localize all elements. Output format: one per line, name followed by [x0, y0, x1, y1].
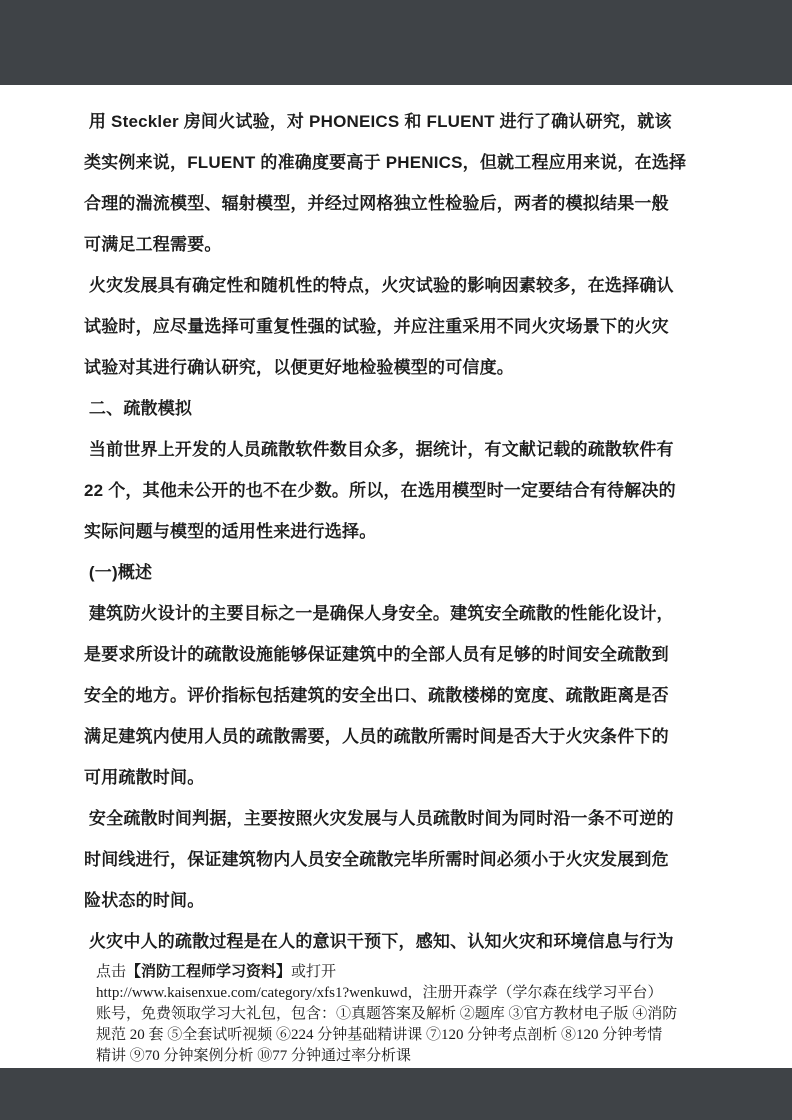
viewer-band-top [0, 0, 792, 85]
subsection-heading-overview: (一)概述 [84, 563, 153, 582]
body-line: 险状态的时间。 [84, 891, 205, 910]
body-line: 建筑防火设计的主要目标之一是确保人身安全。建筑安全疏散的性能化设计， [84, 604, 674, 623]
body-line: 是要求所设计的疏散设施能够保证建筑中的全部人员有足够的时间安全疏散到 [84, 645, 669, 664]
footer-line: 账号，免费领取学习大礼包，包含：①真题答案及解析 ②题库 ③官方教材电子版 ④消防 [96, 1006, 678, 1022]
viewer-band-bottom [0, 1068, 792, 1120]
body-line: 火灾中人的疏散过程是在人的意识干预下，感知、认知火灾和环境信息与行为 [84, 932, 674, 951]
body-line: 火灾发展具有确定性和随机性的特点，火灾试验的影响因素较多，在选择确认 [84, 276, 674, 295]
body-line: 可满足工程需要。 [84, 235, 222, 254]
body-line: 合理的湍流模型、辐射模型，并经过网格独立性检验后，两者的模拟结果一般 [84, 194, 669, 213]
body-line: 时间线进行，保证建筑物内人员安全疏散完毕所需时间必须小于火灾发展到危 [84, 850, 669, 869]
promo-resource-link[interactable]: 【消防工程师学习资料】 [126, 964, 292, 980]
body-line: 安全的地方。评价指标包括建筑的安全出口、疏散楼梯的宽度、疏散距离是否 [84, 686, 669, 705]
footer-click-suffix: 或打开 [291, 964, 337, 980]
body-line: 安全疏散时间判据，主要按照火灾发展与人员疏散时间为同时沿一条不可逆的 [84, 809, 674, 828]
body-line: 用 Steckler 房间火试验，对 PHONEICS 和 FLUENT 进行了确认研究，就该 [84, 112, 672, 131]
body-line: 可用疏散时间。 [84, 768, 205, 787]
body-line: 22 个，其他未公开的也不在少数。所以，在选用模型时一定要结合有待解决的 [84, 481, 676, 500]
body-line: 试验时，应尽量选择可重复性强的试验，并应注重采用不同火灾场景下的火灾 [84, 317, 669, 336]
footer-promo [96, 962, 716, 1067]
body-line: 试验对其进行确认研究，以便更好地检验模型的可信度。 [84, 358, 514, 377]
body-line: 实际问题与模型的适用性来进行选择。 [84, 522, 377, 541]
document-body [84, 101, 708, 962]
footer-click-prefix: 点击 [96, 964, 127, 980]
body-line: 当前世界上开发的人员疏散软件数目众多，据统计，有文献记载的疏散软件有 [84, 440, 674, 459]
body-line: 满足建筑内使用人员的疏散需要，人员的疏散所需时间是否大于火灾条件下的 [84, 727, 669, 746]
footer-line-click [96, 962, 716, 983]
footer-line: 精讲 ⑨70 分钟案例分析 ⑩77 分钟通过率分析课 [96, 1048, 412, 1064]
footer-line: 规范 20 套 ⑤全套试听视频 ⑥224 分钟基础精讲课 ⑦120 分钟考点剖析 ⑧120 分钟考情 [96, 1027, 663, 1043]
footer-line-url: http://www.kaisenxue.com/category/xfs1?wenkuwd，注册开森学（学尔森在线学习平台） [96, 985, 663, 1001]
section-heading-evacuation-simulation: 二、疏散模拟 [84, 399, 193, 418]
body-line: 类实例来说，FLUENT 的准确度要高于 PHENICS，但就工程应用来说，在选择 [84, 153, 687, 172]
